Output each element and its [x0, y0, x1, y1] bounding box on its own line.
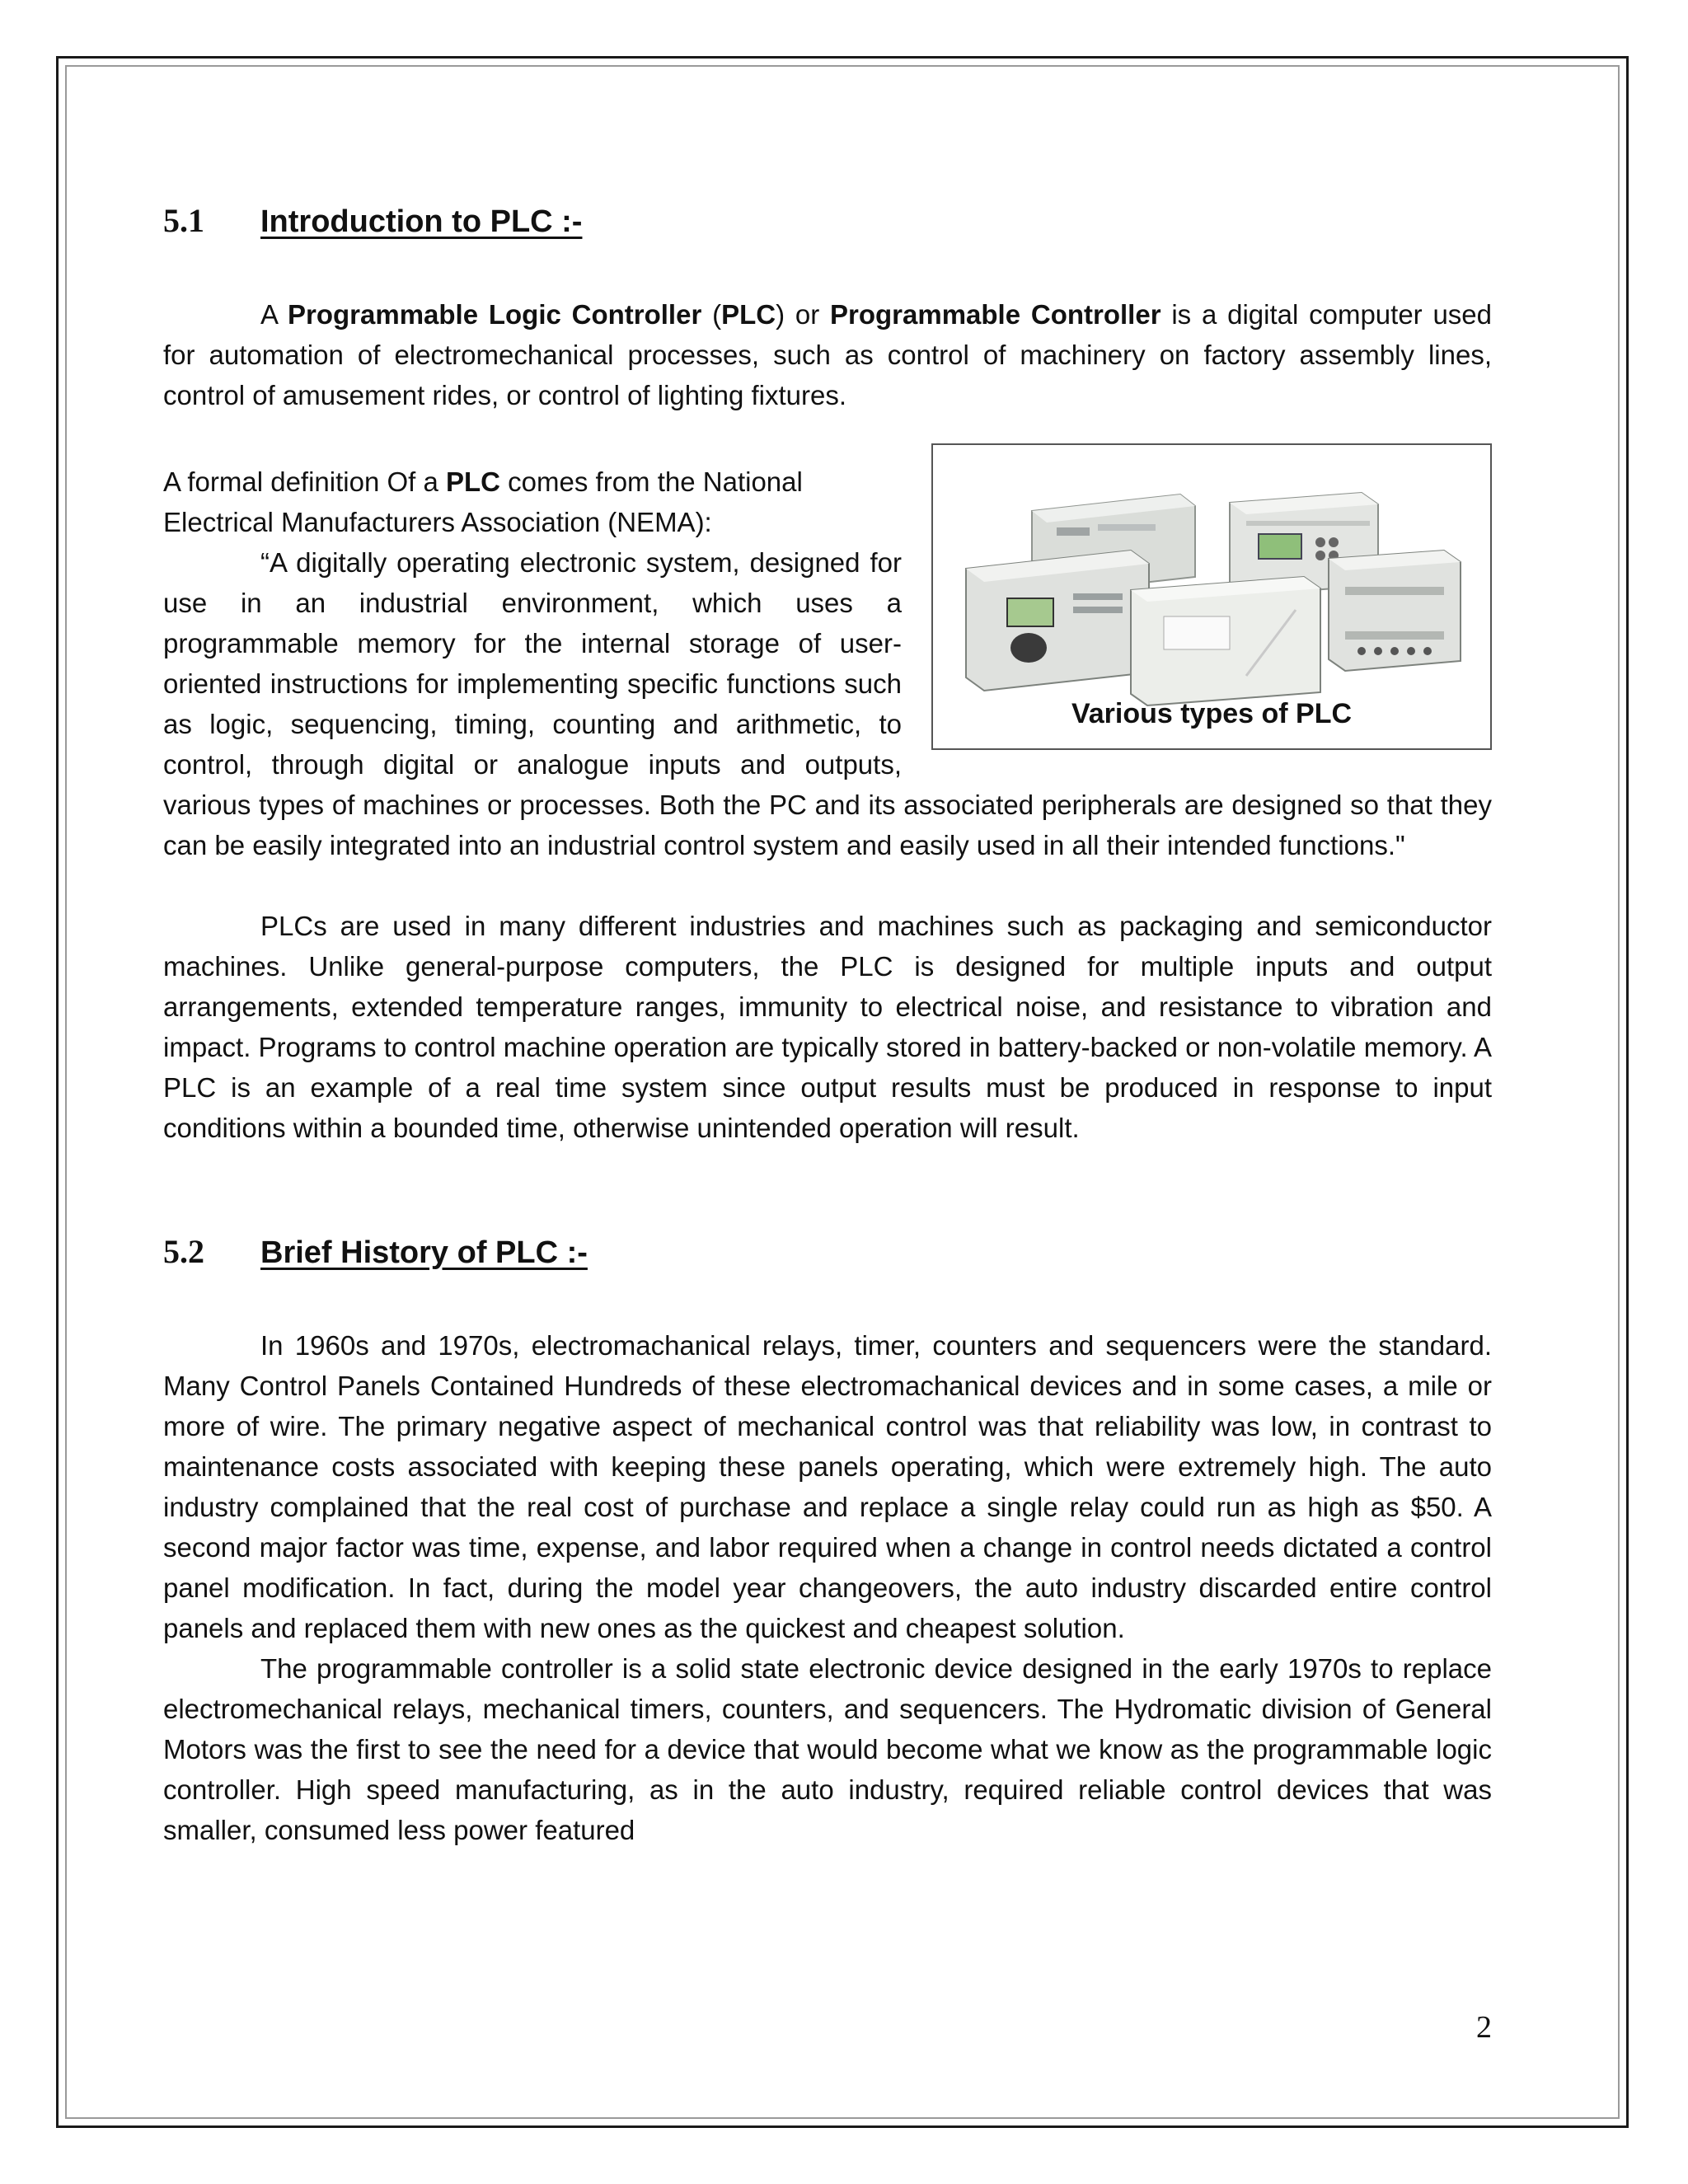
history-paragraph-1: In 1960s and 1970s, electromachanical relays, timer, counters and sequencers were the standard. Many Control Panels Contained Hundreds of these electromachanical devices and in some cases, a mile or more of wire. The primary negative aspect of mechanical control was that reliability was low, in contrast to maintenance costs associated with keeping these panels operating, which were extremely high. The auto industry complained that the real cost of purchase and replace a single relay could run as high as $50. A second major factor was time, expense, and labor required when a change in control needs dictated a control panel modification. In fact, during the model year changeovers, the auto industry discarded entire control panels and replaced them with new ones as the quickest and cheapest solution.	[163, 1330, 1492, 1643]
plc-unit-front-left	[966, 551, 1149, 691]
section-number: 5.2	[163, 1233, 204, 1270]
intro-paragraph: A Programmable Logic Controller (PLC) or Programmable Controller is a digital computer used for automation of electromechanical processes, such as control of machinery on factory assembly lines, control of amusement rides, or control of lighting fixtures.	[163, 299, 1492, 410]
section-number: 5.1	[163, 202, 204, 239]
section-title: Introduction to PLC :-	[260, 204, 583, 239]
section-5-1-heading	[163, 198, 1492, 245]
figure-caption: Various types of PLC	[1071, 698, 1353, 729]
nema-definition-quote: “A digitally operating electronic system, designed for use in an industrial environment, which uses a programmable memory for the internal storage of user-oriented instructions for implementing specific functions such as logic, sequencing, timing, counting and arithmetic, to control, through digital or analogue inputs and outputs, various types of machines or processes. Both the PC and its associated peripherals are designed so that they can be easily integrated into an industrial control system and easily used in all their intended functions."	[163, 547, 1492, 860]
plc-unit-right	[1329, 551, 1461, 671]
definition-intro-paragraph: A formal definition Of a PLC comes from the National Electrical Manufacturers Association (NEMA):	[163, 466, 803, 537]
plc-usage-paragraph: PLCs are used in many different industries and machines such as packaging and semiconductor machines. Unlike general-purpose computers, the PLC is designed for multiple inputs and output arrangements, extended temperature ranges, immunity to electrical noise, and resistance to vibration and impact. Programs to control machine operation are typically stored in battery-backed or non-volatile memory. A PLC is an example of a real time system since output results must be produced in response to input conditions within a bounded time, otherwise unintended operation will result.	[163, 911, 1492, 1143]
section-title: Brief History of PLC :-	[260, 1235, 588, 1270]
document-body	[163, 198, 1492, 1850]
section-5-2-heading	[163, 1229, 1492, 1276]
plc-figure	[931, 443, 1492, 750]
history-paragraph-2: The programmable controller is a solid state electronic device designed in the early 1970s to replace electromechanical relays, mechanical timers, counters, and sequencers. The Hydromatic division of General Motors was the first to see the need for a device that would become what we know as the programmable logic controller. High speed manufacturing, as in the auto industry, required reliable control devices that was smaller, consumed less power featured	[163, 1653, 1492, 1845]
plc-unit-front-center	[1131, 577, 1320, 705]
page-number: 2	[1476, 2010, 1492, 2045]
